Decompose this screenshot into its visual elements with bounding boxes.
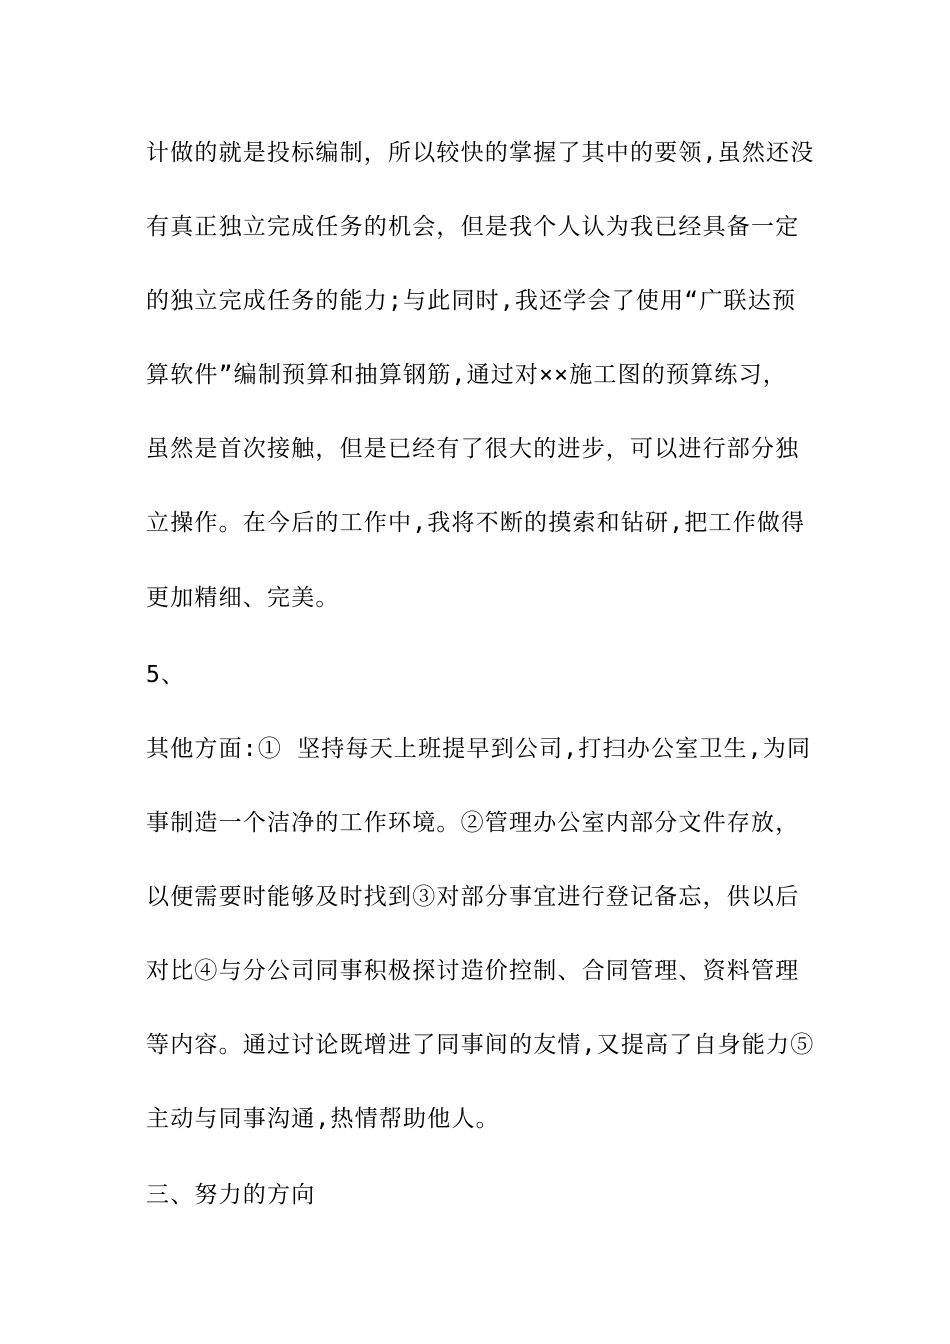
section-heading: 三、努力的方向 [146, 1182, 316, 1208]
body-text-line: 等内容。通过讨论既增进了同事间的友情,又提高了自身能力⑤ [146, 1032, 815, 1058]
body-text-line: 主动与同事沟通,热情帮助他人。 [146, 1106, 500, 1132]
body-text-line: 对比④与分公司同事积极探讨造价控制、合同管理、资料管理 [146, 958, 800, 984]
section-number: 5、 [146, 662, 186, 688]
body-text-line: 有真正独立完成任务的机会，但是我个人认为我已经具备一定 [146, 214, 800, 240]
body-text-line: 其他方面:① 坚持每天上班提早到公司,打扫办公室卫生,为同 [146, 736, 812, 762]
body-text-line: 事制造一个洁净的工作环境。②管理办公室内部分文件存放， [146, 810, 800, 836]
body-text-line: 更加精细、完美。 [146, 585, 340, 611]
body-text-line: 的独立完成任务的能力;与此同时,我还学会了使用“广联达预 [146, 288, 797, 314]
body-text-line: 算软件”编制预算和抽算钢筋,通过对××施工图的预算练习， [146, 362, 787, 388]
body-text-line: 虽然是首次接触，但是已经有了很大的进步，可以进行部分独 [146, 436, 800, 462]
body-text-line: 以便需要时能够及时找到③对部分事宜进行登记备忘，供以后 [146, 884, 800, 910]
body-text-line: 计做的就是投标编制，所以较快的掌握了其中的要领,虽然还没 [146, 140, 815, 166]
body-text-line: 立操作。在今后的工作中,我将不断的摸索和钻研,把工作做得 [146, 510, 806, 536]
